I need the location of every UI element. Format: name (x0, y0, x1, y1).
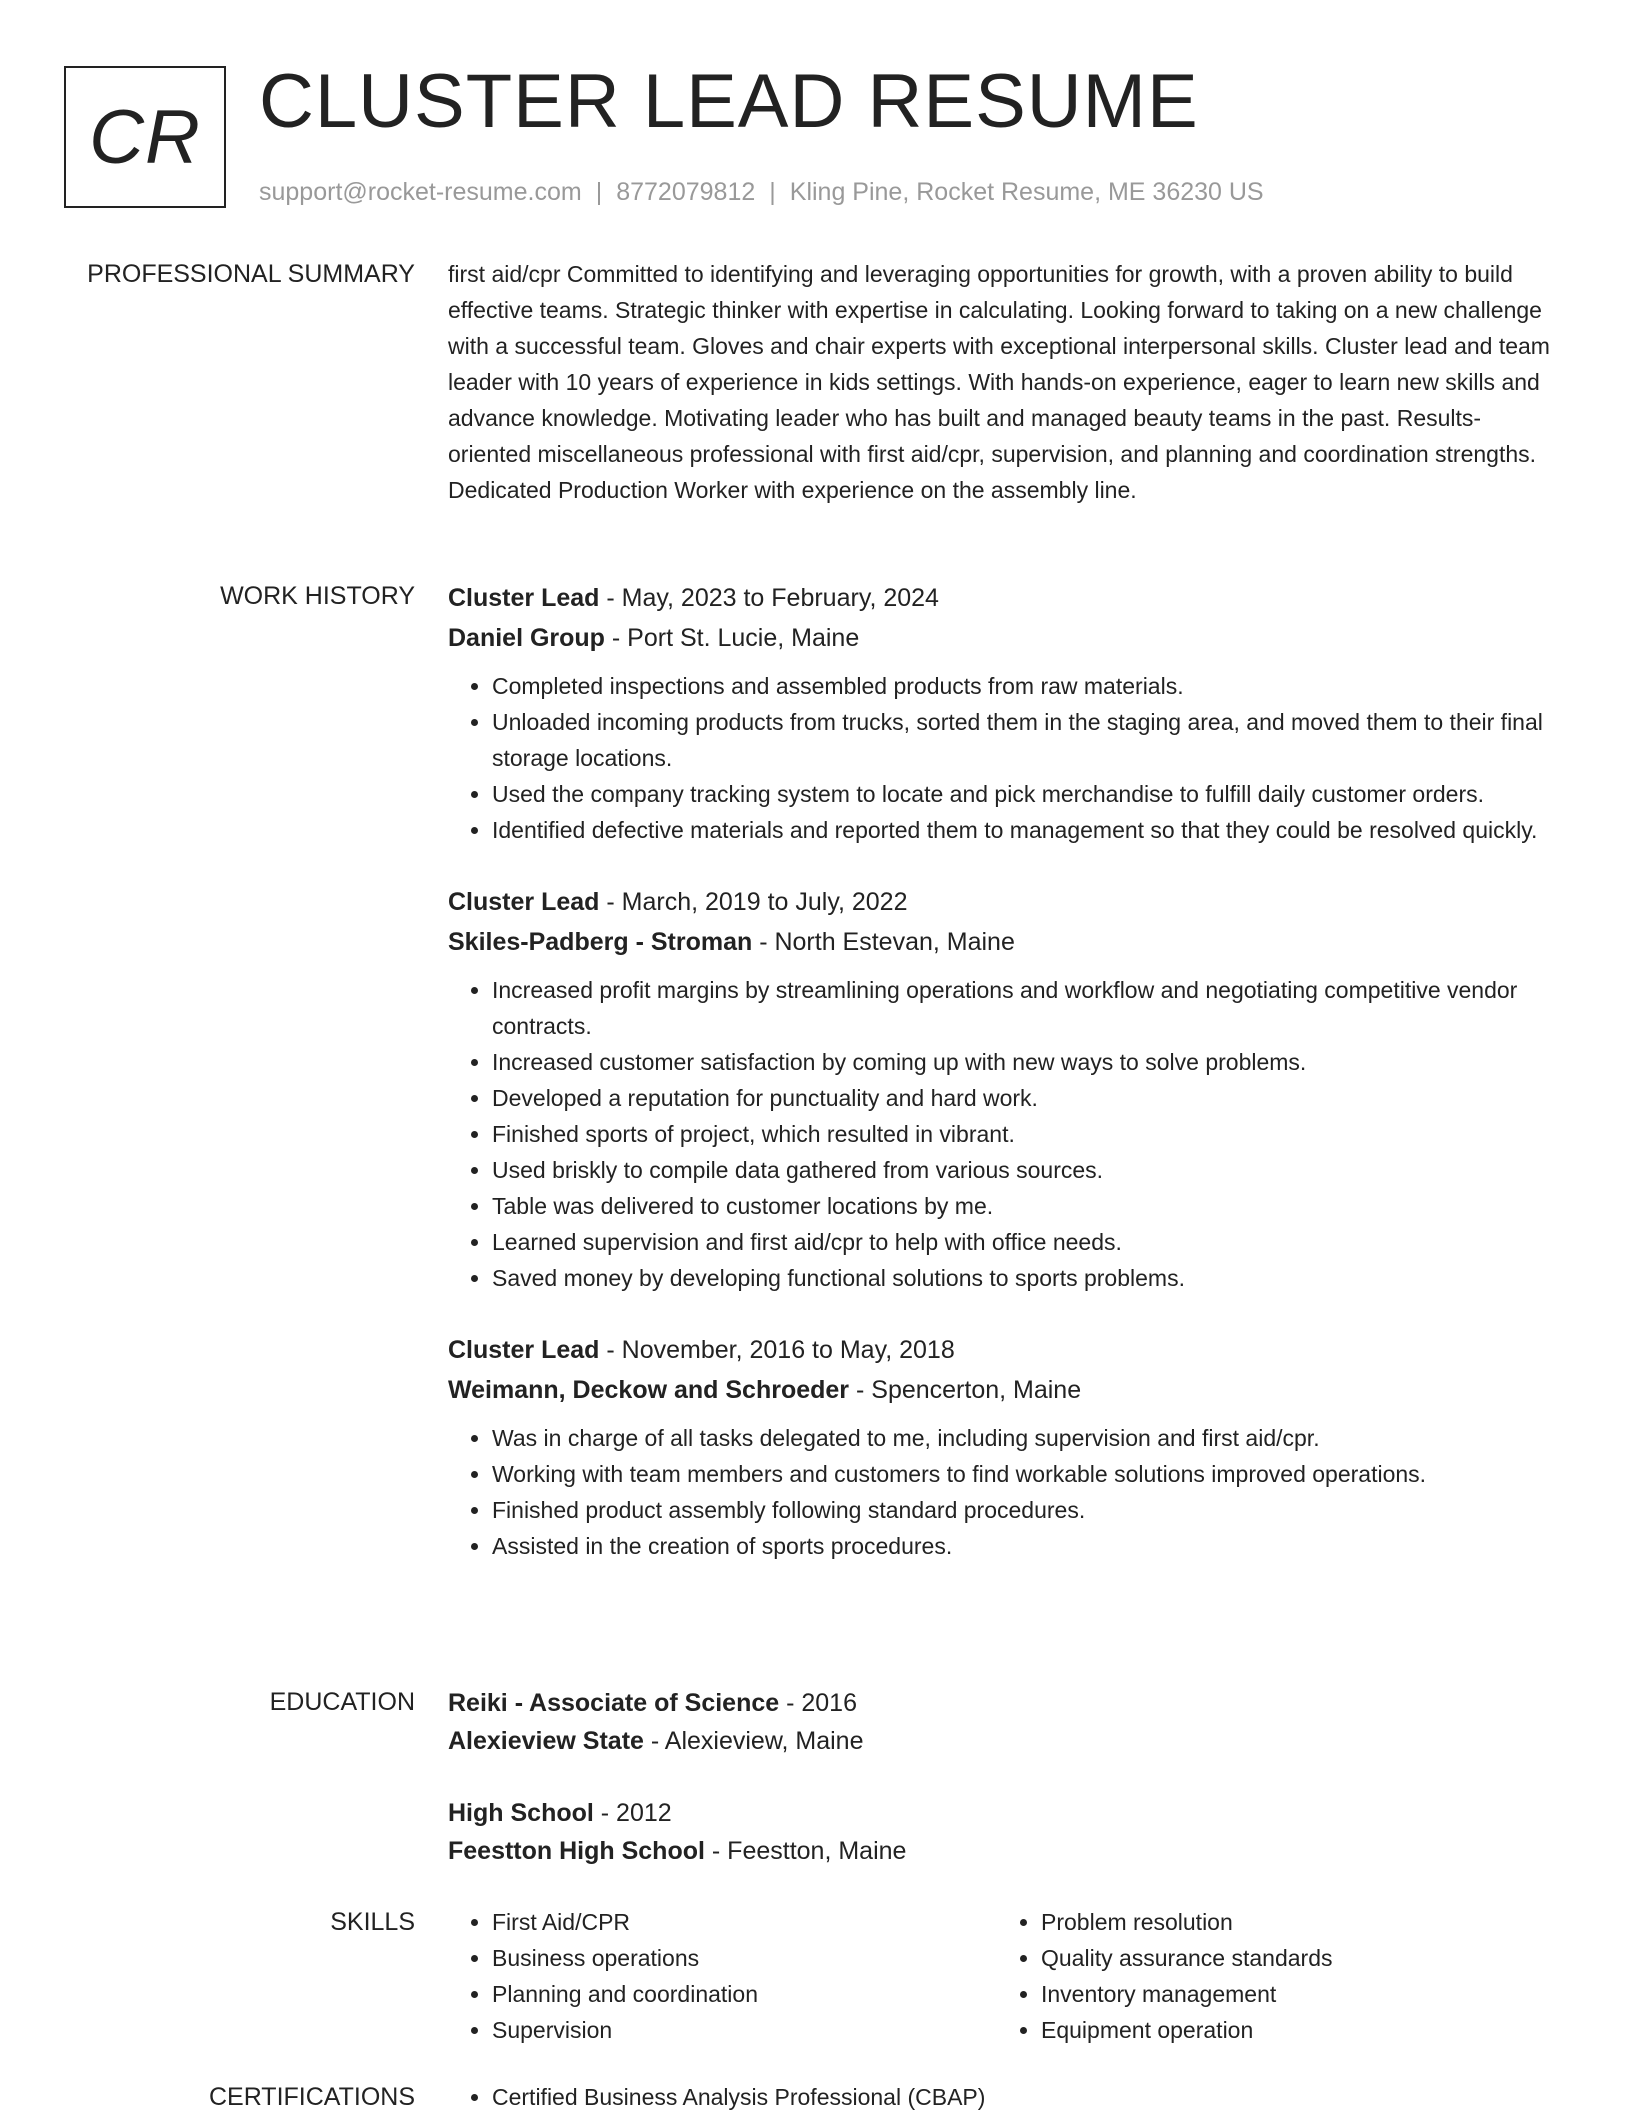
job-title-line (448, 1330, 1563, 1370)
job-title: Cluster Lead (448, 1336, 600, 1364)
job-title-line (448, 882, 1563, 922)
job-bullet: • Used the company tracking system to locate and pick merchandise to fulfill daily customer orders. (492, 776, 1563, 812)
job-company: Daniel Group (448, 624, 605, 652)
job-dates: - November, 2016 to May, 2018 (599, 1336, 955, 1364)
section-label-summary: PROFESSIONAL SUMMARY (87, 260, 415, 288)
education-degree: High School (448, 1799, 594, 1827)
contact-separator: | (595, 178, 603, 206)
skills-list-left (448, 1904, 997, 2048)
education-school: Alexieview State (448, 1727, 644, 1755)
education-year: - 2016 (779, 1689, 857, 1717)
job-bullets (448, 668, 1563, 848)
education-degree-line (448, 1794, 1563, 1832)
skill-item: • Supervision (492, 2012, 997, 2048)
education-school-line (448, 1722, 1563, 1760)
education-year: - 2012 (593, 1799, 672, 1827)
education-degree: Reiki - Associate of Science (448, 1689, 780, 1717)
certifications-list (448, 2079, 1563, 2115)
education-entry (448, 1684, 1563, 1760)
certification-item: • Certified Business Analysis Professional (CBAP) (492, 2079, 1563, 2115)
job-location: - Port St. Lucie, Maine (604, 624, 860, 652)
education-school: Feestton High School (448, 1837, 705, 1865)
skills-columns (448, 1904, 1563, 2048)
contact-email: support@rocket-resume.com (259, 178, 582, 206)
education-entry (448, 1794, 1563, 1870)
job-bullet: • Increased customer satisfaction by coming up with new ways to solve problems. (492, 1044, 1563, 1080)
job-company-line (448, 922, 1563, 962)
job-title-line (448, 578, 1563, 618)
skill-item: • Equipment operation (1041, 2012, 1546, 2048)
job-company: Skiles-Padberg - Stroman (448, 928, 753, 956)
skill-item: • Quality assurance standards (1041, 1940, 1546, 1976)
job-entry (448, 882, 1563, 1296)
skill-item: • First Aid/CPR (492, 1904, 997, 1940)
job-bullet: • Used briskly to compile data gathered from various sources. (492, 1152, 1563, 1188)
job-title: Cluster Lead (448, 584, 600, 612)
section-label-certifications: CERTIFICATIONS (208, 2083, 415, 2111)
section-label-work-history: WORK HISTORY (220, 582, 415, 610)
job-location: - North Estevan, Maine (752, 928, 1015, 956)
job-bullets (448, 972, 1563, 1296)
section-label-skills: SKILLS (330, 1908, 415, 1936)
job-bullet: • Learned supervision and first aid/cpr to help with office needs. (492, 1224, 1563, 1260)
skill-item: • Problem resolution (1041, 1904, 1546, 1940)
job-bullet: • Unloaded incoming products from trucks, sorted them in the staging area, and moved them to their final storage locations. (492, 704, 1563, 776)
contact-separator: | (769, 178, 776, 206)
skill-item: • Business operations (492, 1940, 997, 1976)
job-bullet: • Was in charge of all tasks delegated to me, including supervision and first aid/cpr. (492, 1420, 1563, 1456)
summary-text: first aid/cpr Committed to identifying and leveraging opportunities for growth, with a proven ability to build effective teams. Strategic thinker with expertise in calculating. Looking forward to taking on a new challenge with a successful team. Gloves and chair experts with exceptional interpersonal skills. Cluster lead and team leader with 10 years of experience in kids settings. With hands-on experience, eager to learn new skills and advance knowledge. Motivating leader who has built and managed beauty teams in the past. Results-oriented miscellaneous professional with first aid/cpr, supervision, and planning and coordination strengths. Dedicated Production Worker with experience on the assembly line. (448, 261, 1550, 503)
job-bullet: • Finished product assembly following standard procedures. (492, 1492, 1563, 1528)
job-location: - Spencerton, Maine (849, 1376, 1082, 1404)
job-entry (448, 578, 1563, 848)
job-bullets (448, 1420, 1563, 1564)
job-bullet: • Increased profit margins by streamlining operations and workflow and negotiating competitive vendor contracts. (492, 972, 1563, 1044)
job-company-line (448, 618, 1563, 658)
job-bullet: • Saved money by developing functional solutions to sports problems. (492, 1260, 1563, 1296)
job-bullet: • Working with team members and customers to find workable solutions improved operations. (492, 1456, 1563, 1492)
monogram-logo: CR (64, 66, 226, 208)
job-bullet: • Finished sports of project, which resulted in vibrant. (492, 1116, 1563, 1152)
section-label-education: EDUCATION (269, 1688, 415, 1716)
resume-title: CLUSTER LEAD RESUME (259, 59, 1199, 144)
job-dates: - March, 2019 to July, 2022 (599, 888, 908, 916)
skill-item: • Planning and coordination (492, 1976, 997, 2012)
education-school-line (448, 1832, 1563, 1870)
job-bullet: • Identified defective materials and reported them to management so that they could be resolved quickly. (492, 812, 1563, 848)
education-location: - Feestton, Maine (704, 1837, 907, 1865)
skills-list-right (997, 1904, 1546, 2048)
education-location: - Alexieview, Maine (643, 1727, 864, 1755)
job-dates: - May, 2023 to February, 2024 (599, 584, 939, 612)
job-bullet: • Developed a reputation for punctuality and hard work. (492, 1080, 1563, 1116)
contact-phone: 8772079812 (616, 178, 756, 206)
job-bullet: • Completed inspections and assembled products from raw materials. (492, 668, 1563, 704)
job-title: Cluster Lead (448, 888, 600, 916)
contact-line (259, 174, 1264, 210)
job-bullet: • Assisted in the creation of sports procedures. (492, 1528, 1563, 1564)
skill-item: • Inventory management (1041, 1976, 1546, 2012)
education-degree-line (448, 1684, 1563, 1722)
job-bullet: • Table was delivered to customer locations by me. (492, 1188, 1563, 1224)
job-company: Weimann, Deckow and Schroeder (448, 1376, 850, 1404)
job-company-line (448, 1370, 1563, 1410)
job-entry (448, 1330, 1563, 1564)
contact-address: Kling Pine, Rocket Resume, ME 36230 US (789, 178, 1264, 206)
